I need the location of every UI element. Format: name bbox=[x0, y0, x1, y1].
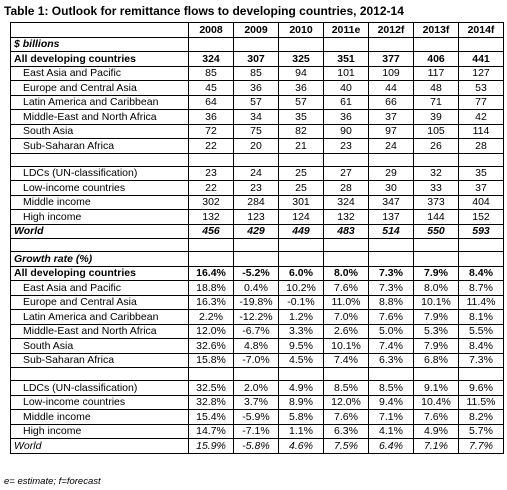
value-cell: 25 bbox=[279, 166, 324, 181]
value-cell bbox=[189, 239, 234, 252]
table-title: Table 1: Outlook for remittance flows to developing countries, 2012-14 bbox=[4, 4, 404, 18]
table-row bbox=[11, 224, 504, 239]
value-cell: 514 bbox=[369, 224, 414, 239]
value-cell: 152 bbox=[459, 210, 504, 225]
value-cell: 7.5% bbox=[324, 439, 369, 454]
value-cell: 8.4% bbox=[459, 266, 504, 281]
value-cell: -12.2% bbox=[234, 310, 279, 325]
value-cell: 36 bbox=[189, 110, 234, 125]
table-row bbox=[11, 439, 504, 454]
value-cell: -5.9% bbox=[234, 410, 279, 425]
value-cell: 28 bbox=[324, 181, 369, 196]
value-cell: 7.9% bbox=[414, 339, 459, 354]
value-cell: 10.2% bbox=[279, 281, 324, 296]
value-cell: 10.1% bbox=[414, 295, 459, 310]
value-cell: 24 bbox=[369, 139, 414, 154]
value-cell: 37 bbox=[369, 110, 414, 125]
value-cell: 449 bbox=[279, 224, 324, 239]
value-cell bbox=[279, 153, 324, 166]
value-cell: 23 bbox=[189, 166, 234, 181]
value-cell: 5.0% bbox=[369, 324, 414, 339]
spacer-row bbox=[11, 368, 504, 381]
value-cell bbox=[279, 368, 324, 381]
value-cell: 26 bbox=[414, 139, 459, 154]
row-label: World bbox=[11, 439, 189, 454]
row-label: Europe and Central Asia bbox=[11, 295, 189, 310]
header-row bbox=[11, 23, 504, 38]
value-cell: 593 bbox=[459, 224, 504, 239]
value-cell: -0.1% bbox=[279, 295, 324, 310]
value-cell: -5.8% bbox=[234, 439, 279, 454]
value-cell bbox=[459, 153, 504, 166]
value-cell: 550 bbox=[414, 224, 459, 239]
value-cell: 8.4% bbox=[459, 339, 504, 354]
value-cell: 7.0% bbox=[324, 310, 369, 325]
value-cell bbox=[234, 37, 279, 52]
value-cell: 44 bbox=[369, 81, 414, 96]
value-cell: 18.8% bbox=[189, 281, 234, 296]
value-cell: 71 bbox=[414, 95, 459, 110]
value-cell: 32.8% bbox=[189, 395, 234, 410]
value-cell: 23 bbox=[324, 139, 369, 154]
value-cell: -6.7% bbox=[234, 324, 279, 339]
value-cell: 10.4% bbox=[414, 395, 459, 410]
row-label: High income bbox=[11, 210, 189, 225]
value-cell: 11.4% bbox=[459, 295, 504, 310]
value-cell bbox=[234, 368, 279, 381]
value-cell: 284 bbox=[234, 195, 279, 210]
value-cell: 75 bbox=[234, 124, 279, 139]
row-label: LDCs (UN-classification) bbox=[11, 166, 189, 181]
remittance-table bbox=[10, 22, 504, 454]
row-label: Sub-Saharan Africa bbox=[11, 139, 189, 154]
table-row bbox=[11, 66, 504, 81]
value-cell: 37 bbox=[459, 181, 504, 196]
row-label bbox=[11, 368, 189, 381]
value-cell: 32.6% bbox=[189, 339, 234, 354]
value-cell: 64 bbox=[189, 95, 234, 110]
value-cell: 15.8% bbox=[189, 353, 234, 368]
value-cell: 3.3% bbox=[279, 324, 324, 339]
value-cell: 109 bbox=[369, 66, 414, 81]
row-label: All developing countries bbox=[11, 52, 189, 67]
value-cell: 77 bbox=[459, 95, 504, 110]
value-cell: 2.2% bbox=[189, 310, 234, 325]
value-cell: 30 bbox=[369, 181, 414, 196]
value-cell: 11.0% bbox=[324, 295, 369, 310]
table-row bbox=[11, 81, 504, 96]
value-cell bbox=[189, 153, 234, 166]
row-label: Low-income countries bbox=[11, 395, 189, 410]
value-cell: 66 bbox=[369, 95, 414, 110]
table-row bbox=[11, 410, 504, 425]
value-cell: 8.2% bbox=[459, 410, 504, 425]
value-cell bbox=[324, 239, 369, 252]
value-cell: 33 bbox=[414, 181, 459, 196]
value-cell: 35 bbox=[459, 166, 504, 181]
value-cell: 1.2% bbox=[279, 310, 324, 325]
value-cell bbox=[324, 153, 369, 166]
value-cell: 5.3% bbox=[414, 324, 459, 339]
value-cell bbox=[459, 37, 504, 52]
value-cell: 6.8% bbox=[414, 353, 459, 368]
value-cell: 105 bbox=[414, 124, 459, 139]
value-cell: 6.3% bbox=[324, 424, 369, 439]
row-label: All developing countries bbox=[11, 266, 189, 281]
value-cell bbox=[324, 252, 369, 267]
row-label bbox=[11, 239, 189, 252]
value-cell: 8.0% bbox=[324, 266, 369, 281]
value-cell: 137 bbox=[369, 210, 414, 225]
value-cell: 483 bbox=[324, 224, 369, 239]
row-label: LDCs (UN-classification) bbox=[11, 381, 189, 396]
value-cell: 144 bbox=[414, 210, 459, 225]
value-cell: 101 bbox=[324, 66, 369, 81]
header-cell-year: 2013f bbox=[414, 23, 459, 38]
row-label: Low-income countries bbox=[11, 181, 189, 196]
row-label bbox=[11, 153, 189, 166]
value-cell: 7.1% bbox=[369, 410, 414, 425]
value-cell: 7.6% bbox=[324, 281, 369, 296]
row-label: Latin America and Caribbean bbox=[11, 310, 189, 325]
value-cell bbox=[279, 239, 324, 252]
value-cell bbox=[189, 368, 234, 381]
value-cell bbox=[234, 153, 279, 166]
table-row bbox=[11, 210, 504, 225]
value-cell: 123 bbox=[234, 210, 279, 225]
value-cell: 32.5% bbox=[189, 381, 234, 396]
header-cell-year: 2012f bbox=[369, 23, 414, 38]
value-cell bbox=[369, 368, 414, 381]
header-cell-year: 2008 bbox=[189, 23, 234, 38]
table-row bbox=[11, 424, 504, 439]
value-cell: 7.3% bbox=[459, 353, 504, 368]
value-cell bbox=[459, 252, 504, 267]
value-cell: 22 bbox=[189, 139, 234, 154]
value-cell: 53 bbox=[459, 81, 504, 96]
value-cell: 0.4% bbox=[234, 281, 279, 296]
value-cell: 72 bbox=[189, 124, 234, 139]
row-label: Middle income bbox=[11, 195, 189, 210]
table-row bbox=[11, 281, 504, 296]
value-cell: 8.9% bbox=[279, 395, 324, 410]
value-cell: 11.5% bbox=[459, 395, 504, 410]
value-cell: 57 bbox=[279, 95, 324, 110]
value-cell bbox=[189, 37, 234, 52]
value-cell bbox=[234, 252, 279, 267]
value-cell bbox=[324, 368, 369, 381]
value-cell: 24 bbox=[234, 166, 279, 181]
value-cell: 39 bbox=[414, 110, 459, 125]
value-cell: 6.0% bbox=[279, 266, 324, 281]
value-cell: 1.1% bbox=[279, 424, 324, 439]
value-cell: 61 bbox=[324, 95, 369, 110]
value-cell: 441 bbox=[459, 52, 504, 67]
value-cell: 9.4% bbox=[369, 395, 414, 410]
table-row bbox=[11, 139, 504, 154]
value-cell: 27 bbox=[324, 166, 369, 181]
value-cell: 15.4% bbox=[189, 410, 234, 425]
value-cell: -19.8% bbox=[234, 295, 279, 310]
table-row bbox=[11, 339, 504, 354]
value-cell: 16.4% bbox=[189, 266, 234, 281]
value-cell: 404 bbox=[459, 195, 504, 210]
value-cell: 132 bbox=[189, 210, 234, 225]
value-cell: 25 bbox=[279, 181, 324, 196]
value-cell: 117 bbox=[414, 66, 459, 81]
value-cell: 7.6% bbox=[324, 410, 369, 425]
header-cell-label bbox=[11, 23, 189, 38]
row-label: Latin America and Caribbean bbox=[11, 95, 189, 110]
spacer-row bbox=[11, 153, 504, 166]
value-cell: 324 bbox=[189, 52, 234, 67]
value-cell: 114 bbox=[459, 124, 504, 139]
value-cell: 373 bbox=[414, 195, 459, 210]
value-cell: 8.1% bbox=[459, 310, 504, 325]
value-cell: 347 bbox=[369, 195, 414, 210]
table-row bbox=[11, 324, 504, 339]
value-cell: 34 bbox=[234, 110, 279, 125]
value-cell: 8.7% bbox=[459, 281, 504, 296]
value-cell: 406 bbox=[414, 52, 459, 67]
value-cell: 5.8% bbox=[279, 410, 324, 425]
row-label: World bbox=[11, 224, 189, 239]
table-row bbox=[11, 381, 504, 396]
header-cell-year: 2009 bbox=[234, 23, 279, 38]
value-cell: 2.0% bbox=[234, 381, 279, 396]
value-cell: 36 bbox=[234, 81, 279, 96]
value-cell: 57 bbox=[234, 95, 279, 110]
table-body bbox=[11, 23, 504, 454]
value-cell: 7.6% bbox=[369, 310, 414, 325]
value-cell: 7.9% bbox=[414, 266, 459, 281]
value-cell: 456 bbox=[189, 224, 234, 239]
value-cell: 48 bbox=[414, 81, 459, 96]
value-cell bbox=[369, 37, 414, 52]
value-cell: 4.6% bbox=[279, 439, 324, 454]
value-cell: 5.5% bbox=[459, 324, 504, 339]
row-label: East Asia and Pacific bbox=[11, 66, 189, 81]
value-cell: 29 bbox=[369, 166, 414, 181]
table-row bbox=[11, 181, 504, 196]
value-cell: 16.3% bbox=[189, 295, 234, 310]
value-cell bbox=[414, 368, 459, 381]
table-row bbox=[11, 95, 504, 110]
value-cell: 15.9% bbox=[189, 439, 234, 454]
value-cell: 97 bbox=[369, 124, 414, 139]
value-cell bbox=[369, 239, 414, 252]
header-cell-year: 2014f bbox=[459, 23, 504, 38]
value-cell: 12.0% bbox=[324, 395, 369, 410]
header-cell-year: 2010 bbox=[279, 23, 324, 38]
value-cell bbox=[369, 153, 414, 166]
value-cell bbox=[414, 239, 459, 252]
value-cell: -7.0% bbox=[234, 353, 279, 368]
value-cell: 6.3% bbox=[369, 353, 414, 368]
value-cell: 9.1% bbox=[414, 381, 459, 396]
row-label: South Asia bbox=[11, 339, 189, 354]
value-cell: 6.4% bbox=[369, 439, 414, 454]
value-cell: 32 bbox=[414, 166, 459, 181]
value-cell: 8.8% bbox=[369, 295, 414, 310]
value-cell bbox=[414, 153, 459, 166]
value-cell: 7.7% bbox=[459, 439, 504, 454]
value-cell: 351 bbox=[324, 52, 369, 67]
row-label: Middle-East and North Africa bbox=[11, 324, 189, 339]
value-cell: 7.4% bbox=[324, 353, 369, 368]
value-cell: 7.4% bbox=[369, 339, 414, 354]
value-cell bbox=[279, 252, 324, 267]
table-row bbox=[11, 395, 504, 410]
value-cell: 8.5% bbox=[369, 381, 414, 396]
table-row bbox=[11, 52, 504, 67]
value-cell: 4.1% bbox=[369, 424, 414, 439]
value-cell: 9.6% bbox=[459, 381, 504, 396]
value-cell bbox=[414, 37, 459, 52]
row-label: $ billions bbox=[11, 37, 189, 52]
value-cell: 127 bbox=[459, 66, 504, 81]
row-label: High income bbox=[11, 424, 189, 439]
table-row bbox=[11, 124, 504, 139]
value-cell: 35 bbox=[279, 110, 324, 125]
value-cell: 14.7% bbox=[189, 424, 234, 439]
value-cell: 36 bbox=[279, 81, 324, 96]
value-cell: 21 bbox=[279, 139, 324, 154]
row-label: Growth rate (%) bbox=[11, 252, 189, 267]
value-cell: 325 bbox=[279, 52, 324, 67]
value-cell: 9.5% bbox=[279, 339, 324, 354]
value-cell bbox=[369, 252, 414, 267]
footnote: e= estimate; f=forecast bbox=[4, 476, 101, 487]
value-cell: 94 bbox=[279, 66, 324, 81]
value-cell: 28 bbox=[459, 139, 504, 154]
value-cell: 8.0% bbox=[414, 281, 459, 296]
value-cell: 4.8% bbox=[234, 339, 279, 354]
value-cell: 4.9% bbox=[279, 381, 324, 396]
value-cell: 45 bbox=[189, 81, 234, 96]
value-cell: 5.7% bbox=[459, 424, 504, 439]
value-cell: 124 bbox=[279, 210, 324, 225]
row-label: South Asia bbox=[11, 124, 189, 139]
table-row bbox=[11, 195, 504, 210]
value-cell: 7.9% bbox=[414, 310, 459, 325]
header-cell-year: 2011e bbox=[324, 23, 369, 38]
value-cell bbox=[234, 239, 279, 252]
section-header-row bbox=[11, 252, 504, 267]
value-cell: 7.1% bbox=[414, 439, 459, 454]
value-cell: 40 bbox=[324, 81, 369, 96]
value-cell bbox=[189, 252, 234, 267]
table-row bbox=[11, 266, 504, 281]
value-cell: 22 bbox=[189, 181, 234, 196]
value-cell bbox=[459, 368, 504, 381]
value-cell bbox=[414, 252, 459, 267]
table-row bbox=[11, 110, 504, 125]
value-cell: 36 bbox=[324, 110, 369, 125]
value-cell: 12.0% bbox=[189, 324, 234, 339]
section-header-row bbox=[11, 37, 504, 52]
value-cell: 324 bbox=[324, 195, 369, 210]
row-label: Middle income bbox=[11, 410, 189, 425]
row-label: Sub-Saharan Africa bbox=[11, 353, 189, 368]
value-cell: 302 bbox=[189, 195, 234, 210]
value-cell: 3.7% bbox=[234, 395, 279, 410]
value-cell: -5.2% bbox=[234, 266, 279, 281]
value-cell: 301 bbox=[279, 195, 324, 210]
row-label: East Asia and Pacific bbox=[11, 281, 189, 296]
value-cell: 85 bbox=[189, 66, 234, 81]
value-cell: 2.6% bbox=[324, 324, 369, 339]
value-cell: 23 bbox=[234, 181, 279, 196]
value-cell: -7.1% bbox=[234, 424, 279, 439]
value-cell: 8.5% bbox=[324, 381, 369, 396]
value-cell: 307 bbox=[234, 52, 279, 67]
value-cell bbox=[459, 239, 504, 252]
value-cell: 10.1% bbox=[324, 339, 369, 354]
value-cell: 7.6% bbox=[414, 410, 459, 425]
value-cell bbox=[279, 37, 324, 52]
value-cell: 377 bbox=[369, 52, 414, 67]
table-row bbox=[11, 353, 504, 368]
table-row bbox=[11, 295, 504, 310]
value-cell: 82 bbox=[279, 124, 324, 139]
value-cell: 90 bbox=[324, 124, 369, 139]
value-cell: 85 bbox=[234, 66, 279, 81]
value-cell: 20 bbox=[234, 139, 279, 154]
value-cell: 7.3% bbox=[369, 266, 414, 281]
value-cell: 4.9% bbox=[414, 424, 459, 439]
row-label: Europe and Central Asia bbox=[11, 81, 189, 96]
table-row bbox=[11, 310, 504, 325]
row-label: Middle-East and North Africa bbox=[11, 110, 189, 125]
value-cell: 132 bbox=[324, 210, 369, 225]
value-cell bbox=[324, 37, 369, 52]
value-cell: 4.5% bbox=[279, 353, 324, 368]
value-cell: 42 bbox=[459, 110, 504, 125]
spacer-row bbox=[11, 239, 504, 252]
value-cell: 429 bbox=[234, 224, 279, 239]
value-cell: 7.3% bbox=[369, 281, 414, 296]
table-row bbox=[11, 166, 504, 181]
